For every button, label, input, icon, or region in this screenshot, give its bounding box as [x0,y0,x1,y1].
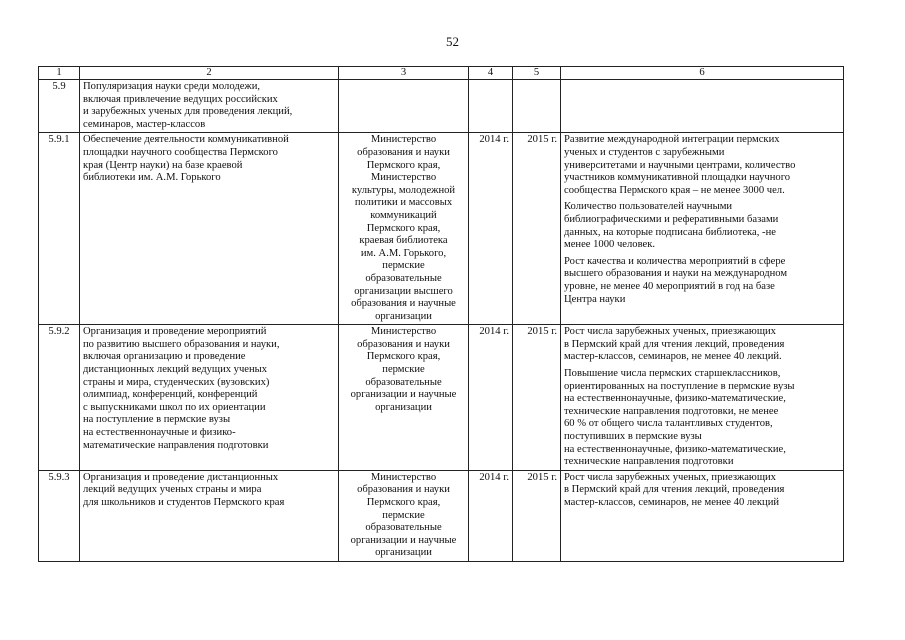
result-line: Центра науки [564,293,626,305]
start-year-cell: 2014 г. [469,470,513,561]
activity-line: семинаров, мастер-классов [83,118,206,130]
column-number-row [39,67,844,80]
executor-line: Министерство [370,134,437,146]
end-year-cell: 2015 г. [513,470,561,561]
executor-line: образования и науки [357,484,450,496]
executor-line: им. А.М. Горького, [360,247,447,259]
executor-line: организации и научные [350,534,457,546]
result-cell [561,80,844,133]
end-year-cell: 2015 г. [513,325,561,471]
executor-line: Пермского края, [366,222,441,234]
activity-line: включая привлечение ведущих российских [83,93,278,105]
result-line: ученых и студентов с зарубежными [564,146,725,158]
executor-line: организации [375,310,432,322]
executor-line: организации и научные [350,389,457,401]
start-year-cell: 2014 г. [469,133,513,325]
result-line: Повышение числа пермских старшеклассников, [564,368,781,380]
executor-cell [339,133,469,325]
executor-line: краевая библиотека [359,235,448,247]
activity-line: дистанционных лекций ведущих ученых [83,364,268,376]
result-line: Рост числа зарубежных ученых, приезжающих [564,471,776,483]
activity-line: Организация и проведение дистанционных [83,471,279,483]
result-cell [561,325,844,471]
column-number-cell: 3 [339,67,469,80]
result-paragraph [564,201,840,251]
result-line: участников коммуникативной площадки научного [564,172,791,184]
item-number-cell: 5.9.2 [39,325,80,471]
activity-line: математические направления подготовки [83,439,269,451]
executor-line: пермские [382,509,425,521]
result-paragraph [564,326,840,364]
activity-line: включая организацию и проведение [83,351,246,363]
result-line: менее 1000 человек. [564,239,656,251]
result-line: технические направления подготовки [564,456,734,468]
result-paragraph [564,368,840,469]
table-row [39,325,844,471]
result-cell [561,133,844,325]
executor-line: Министерство [370,172,437,184]
result-line: мастер-классов, семинаров, не менее 40 лекций. [564,351,782,363]
activity-cell [80,470,339,561]
executor-line: образования и науки [357,338,450,350]
result-line: высшего образования и науки на международном [564,268,788,280]
executor-line: пермские [382,260,425,272]
result-line: в Пермский край для чтения лекций, проведения [564,484,785,496]
activity-line: на поступление в пермские вузы [83,414,231,426]
start-year-cell: 2014 г. [469,325,513,471]
column-number-cell: 4 [469,67,513,80]
executor-line: образования и научные [351,298,456,310]
executor-line: образовательные [365,522,442,534]
table-row [39,133,844,325]
activity-cell [80,80,339,133]
activity-line: и зарубежных ученых для проведения лекций, [83,106,293,118]
column-number-cell: 2 [80,67,339,80]
item-number-cell: 5.9.3 [39,470,80,561]
activity-line: библиотеки им. А.М. Горького [83,172,221,184]
page-number: 52 [446,34,459,49]
result-paragraph [564,472,840,510]
executor-line: Министерство [370,471,437,483]
column-number-cell: 5 [513,67,561,80]
result-paragraph [564,256,840,306]
plan-table [38,66,844,562]
result-line: университетами и научными центрами, количество [564,159,796,171]
start-year-cell [469,80,513,133]
executor-line: пермские [382,364,425,376]
end-year-cell [513,80,561,133]
activity-line: страны и мира, студенческих (вузовских) [83,376,270,388]
activity-line: по развитию высшего образования и науки, [83,338,280,350]
column-number-cell: 6 [561,67,844,80]
executor-line: Пермского края, [366,351,441,363]
executor-line: организации [375,547,432,559]
item-number-cell: 5.9 [39,80,80,133]
result-line: уровне, не менее 40 мероприятий в год на базе [564,280,775,292]
executor-line: Министерство [370,326,437,338]
result-line: мастер-классов, семинаров, не менее 40 лекций [564,497,780,508]
result-line: в Пермский край для чтения лекций, проведения [564,338,785,350]
result-line: библиографическими и реферативными базами [564,213,779,225]
activity-line: Популяризация науки среди молодежи, [83,81,261,92]
result-line: Развитие международной интеграции пермских [564,134,780,146]
item-number-cell: 5.9.1 [39,133,80,325]
executor-line: образовательные [365,272,442,284]
result-paragraph [564,134,840,197]
executor-cell [339,80,469,133]
activity-line: Организация и проведение мероприятий [83,326,267,338]
plan-table-body [39,67,844,562]
activity-line: Обеспечение деятельности коммуникативной [83,134,289,146]
table-row [39,470,844,561]
activity-line: лекций ведущих ученых страны и мира [83,484,262,496]
activity-line: с выпускниками школ по их ориентации [83,401,266,413]
result-line: Рост качества и количества мероприятий в сфере [564,255,786,267]
result-line: сообщества Пермского края – не менее 3000 чел. [564,184,785,196]
executor-line: Пермского края, [366,497,441,508]
activity-line: площадки научного сообщества Пермского [83,146,278,158]
result-cell [561,470,844,561]
executor-cell [339,325,469,471]
executor-line: Пермского края, [366,159,441,171]
executor-line: политики и массовых [354,197,453,209]
result-line: Рост числа зарубежных ученых, приезжающих [564,326,776,338]
result-line: на естественнонаучные, физико-математические, [564,393,786,405]
activity-cell [80,133,339,325]
activity-line: для школьников и студентов Пермского края [83,497,285,508]
column-number-cell: 1 [39,67,80,80]
activity-line: олимпиад, конференций, конференций [83,389,258,401]
executor-line: организации [375,401,432,413]
result-line: технические направления подготовки, не менее [564,405,779,417]
end-year-cell: 2015 г. [513,133,561,325]
executor-line: организации высшего [354,285,453,297]
activity-line: на естественнонаучные и физико- [83,427,236,439]
result-line: 60 % от общего числа талантливых студентов, [564,418,773,430]
executor-line: коммуникаций [370,209,437,221]
executor-line: культуры, молодежной [351,184,456,196]
result-line: поступивших в пермские вузы [564,431,702,443]
result-line: ориентированных на поступление в пермские вузы [564,380,795,392]
executor-line: образования и науки [357,146,450,158]
activity-cell [80,325,339,471]
executor-cell [339,470,469,561]
result-line: данных, на которые подписана библиотека, -не [564,226,776,238]
result-line: Количество пользователей научными [564,201,733,213]
activity-line: края (Центр науки) на базе краевой [83,159,243,171]
result-line: на естественнонаучные, физико-математические, [564,443,786,455]
executor-line: образовательные [365,376,442,388]
table-row [39,80,844,133]
